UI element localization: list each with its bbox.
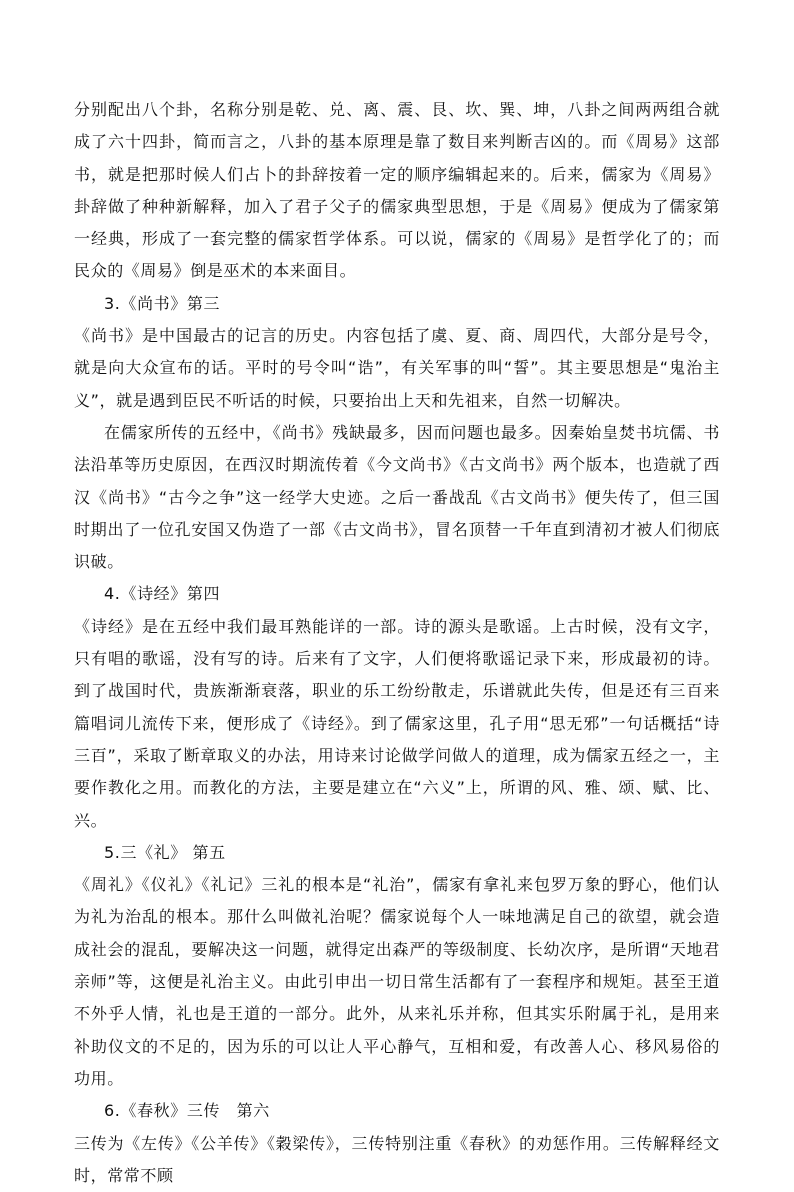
section-heading-shangshu: 3.《尚书》第三 [74,288,720,320]
paragraph-chunqiu: 三传为《左传》《公羊传》《穀梁传》，三传特别注重《春秋》的劝惩作用。三传解释经文时，常常不顾 [74,1128,720,1192]
paragraph-shijing: 《诗经》是在五经中我们最耳熟能详的一部。诗的源头是歌谣。上古时候，没有文字，只有唱的歌谣，没有写的诗。后来有了文字，人们便将歌谣记录下来，形成最初的诗。到了战国时代，贵族渐渐衰落，职业的乐工纷纷散走，乐谱就此失传，但是还有三百来篇唱词儿流传下来，便形成了《诗经》。到了儒家这里，孔子用“思无邪”一句话概括“诗三百”，采取了断章取义的办法，用诗来讨论做学问做人的道理，成为儒家五经之一，主要作教化之用。而教化的方法，主要是建立在“六义”上，所谓的风、雅、颂、赋、比、兴。 [74,611,720,837]
section-heading-shijing: 4.《诗经》第四 [74,578,720,610]
section-heading-chunqiu: 6.《春秋》三传 第六 [74,1095,720,1127]
paragraph-zhouyi-continued: 分别配出八个卦，名称分别是乾、兑、离、震、艮、坎、巽、坤，八卦之间两两组合就成了六十四卦，简而言之，八卦的基本原理是靠了数目来判断吉凶的。而《周易》这部书，就是把那时候人们占卜的卦辞按着一定的顺序编辑起来的。后来，儒家为《周易》卦辞做了种种新解释，加入了君子父子的儒家典型思想，于是《周易》便成为了儒家第一经典，形成了一套完整的儒家哲学体系。可以说，儒家的《周易》是哲学化了的；而民众的《周易》倒是巫术的本来面目。 [74,94,720,288]
section-heading-li: 5.三《礼》 第五 [74,837,720,869]
paragraph-shangshu-history: 在儒家所传的五经中，《尚书》残缺最多，因而问题也最多。因秦始皇焚书坑儒、书法沿革等历史原因，在西汉时期流传着《今文尚书》《古文尚书》两个版本，也造就了西汉《尚书》“古今之争”这一经学大史迹。之后一番战乱《古文尚书》便失传了，但三国时期出了一位孔安国又伪造了一部《古文尚书》，冒名顶替一千年直到清初才被人们彻底识破。 [74,417,720,578]
paragraph-li: 《周礼》《仪礼》《礼记》三礼的根本是“礼治”，儒家有拿礼来包罗万象的野心，他们认为礼为治乱的根本。那什么叫做礼治呢？儒家说每个人一味地满足自己的欲望，就会造成社会的混乱，要解决这一问题，就得定出森严的等级制度、长幼次序，是所谓“天地君亲师”等，这便是礼治主义。由此引申出一切日常生活都有了一套程序和规矩。甚至王道不外乎人情，礼也是王道的一部分。此外，从来礼乐并称，但其实乐附属于礼，是用来补助仪文的不足的，因为乐的可以让人平心静气，互相和爱，有改善人心、移风易俗的功用。 [74,869,720,1095]
paragraph-shangshu-intro: 《尚书》是中国最古的记言的历史。内容包括了虞、夏、商、周四代，大部分是号令，就是向大众宣布的话。平时的号令叫“诰”，有关军事的叫“誓”。其主要思想是“鬼治主义”，就是遇到臣民不听话的时候，只要抬出上天和先祖来，自然一切解决。 [74,320,720,417]
